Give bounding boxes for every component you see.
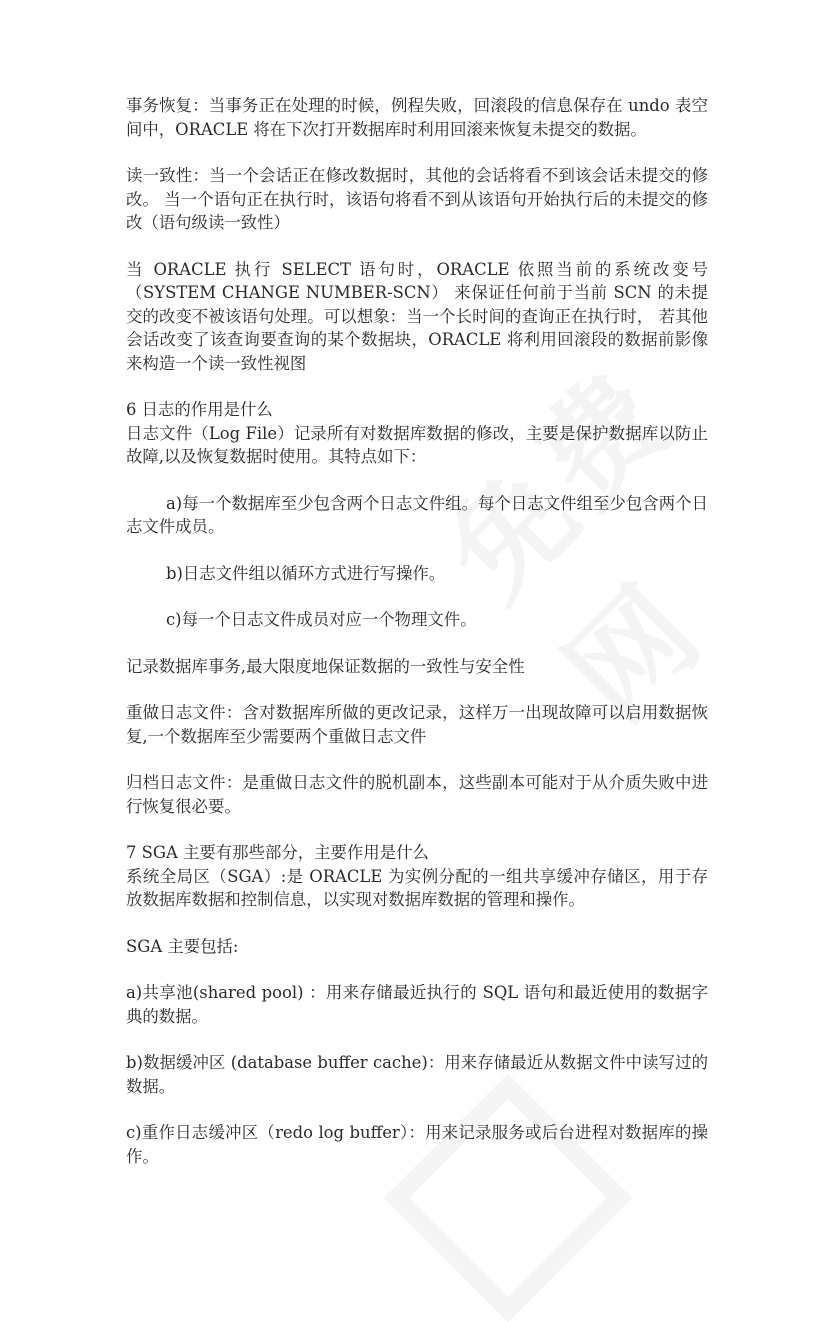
paragraph-archive-log: 归档日志文件：是重做日志文件的脱机副本，这些副本可能对于从介质失败中进行恢复很必要。 (126, 773, 708, 816)
paragraph-record-transactions: 记录数据库事务,最大限度地保证数据的一致性与安全性 (126, 656, 525, 676)
paragraph-transaction-recovery: 事务恢复：当事务正在处理的时候，例程失败，回滚段的信息保存在 undo 表空间中，ORACLE 将在下次打开数据库时利用回滚来恢复未提交的数据。 (126, 96, 708, 139)
paragraph-sga-definition: 系统全局区（SGA）:是 ORACLE 为实例分配的一组共享缓冲存储区，用于存放数据库数据和控制信息，以实现对数据库数据的管理和操作。 (126, 866, 708, 909)
document-body (126, 94, 708, 1191)
heading-log-purpose: 6 日志的作用是什么 (126, 400, 273, 419)
paragraph-redo-log: 重做日志文件：含对数据库所做的更改记录，这样万一出现故障可以启用数据恢复,一个数据库至少需要两个重做日志文件 (126, 703, 708, 746)
list-item-redo-log-buffer: c)重作日志缓冲区（redo log buffer）：用来记录服务或后台进程对数据库的操作。 (126, 1123, 708, 1166)
paragraph-select-scn: 当 ORACLE 执行 SELECT 语句时，ORACLE 依照当前的系统改变号（SYSTEM CHANGE NUMBER-SCN） 来保证任何前于当前 SCN 的未提交的改变不被该语句处理。可以想象：当一个长时间的查询正在执行时， 若其他会话改变了该查询要查询的某个数据块，ORACLE 将利用回滚段的数据前影像来构造一个读一致性视图 (126, 259, 708, 373)
list-item-buffer-cache: b)数据缓冲区 (database buffer cache)：用来存储最近从数据文件中读写过的数据。 (126, 1053, 708, 1096)
paragraph-sga-includes: SGA 主要包括: (126, 936, 239, 956)
list-item-log-c: c)每一个日志文件成员对应一个物理文件。 (166, 610, 477, 629)
list-item-log-b: b)日志文件组以循环方式进行写操作。 (166, 563, 446, 583)
list-item-shared-pool: a)共享池(shared pool) ：用来存储最近执行的 SQL 语句和最近使用的数据字典的数据。 (126, 983, 708, 1026)
list-item-log-a: a)每一个数据库至少包含两个日志文件组。每个日志文件组至少包含两个日志文件成员。 (126, 493, 708, 536)
heading-sga: 7 SGA 主要有那些部分，主要作用是什么 (126, 843, 429, 862)
paragraph-log-file: 日志文件（Log File）记录所有对数据库数据的修改，主要是保护数据库以防止故障,以及恢复数据时使用。其特点如下： (126, 423, 708, 466)
paragraph-read-consistency: 读一致性：当一个会话正在修改数据时，其他的会话将看不到该会话未提交的修改。 当一个语句正在执行时，该语句将看不到从该语句开始执行后的未提交的修改（语句级读一致性） (126, 166, 708, 232)
